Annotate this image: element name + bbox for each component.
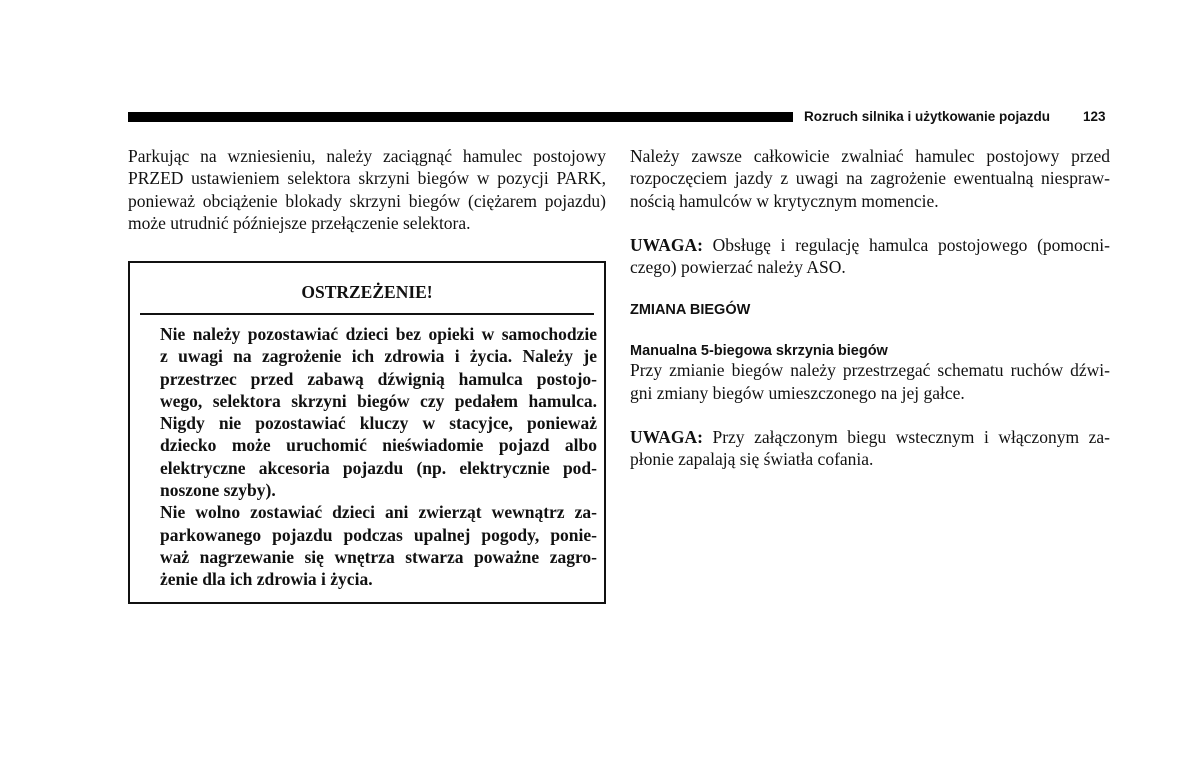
warning-divider <box>140 313 594 315</box>
warning-line: Nie wolno zostawiać dzieci ani zwierząt wewnątrz za- <box>160 502 597 523</box>
text-line: gni zmiany biegów umieszczonego na jej gałce. <box>630 382 965 403</box>
note-text: Przy załączonym biegu wstecznym i włączonym za- <box>712 427 1110 448</box>
text-line <box>630 234 1110 256</box>
warning-line: Nie należy pozostawiać dzieci bez opieki w samochodzie <box>160 324 597 344</box>
release-brake-paragraph <box>630 145 1110 212</box>
header-rule <box>128 112 793 122</box>
warning-line: elektryczne akcesoria pojazdu (np. elektrycznie pod- <box>160 457 597 478</box>
warning-line: żenie dla ich zdrowia i życia. <box>160 569 373 590</box>
warning-title: OSTRZEŻENIE! <box>301 282 433 302</box>
text-line: może utrudnić późniejsze przełączenie selektora. <box>128 212 471 233</box>
warning-line: dziecko może uruchomić nieświadomie pojazd albo <box>160 435 597 456</box>
note-text: Obsługę i regulację hamulca postojowego (pomocni- <box>712 234 1110 255</box>
left-column <box>128 145 606 234</box>
right-column <box>630 145 1110 471</box>
text-line <box>630 426 1110 448</box>
text-line: czego) powierzać należy ASO. <box>630 257 846 278</box>
text-line: PRZED ustawieniem selektora skrzyni biegów w pozycji PARK, <box>128 168 606 189</box>
subsection-heading: Manualna 5-biegowa skrzynia biegów <box>630 343 888 360</box>
warning-line: parkowanego pojazdu podczas upalnej pogody, ponie- <box>160 524 597 545</box>
note-label: UWAGA: <box>630 234 703 255</box>
note-parking-brake <box>630 234 1110 279</box>
note-reverse-lights <box>630 426 1110 471</box>
text-line: Należy zawsze całkowicie zwalniać hamulec postojowy przed <box>630 146 1110 166</box>
warning-line: z uwagi na zagrożenie ich zdrowia i życia. Należy je <box>160 346 597 367</box>
text-line: ponieważ obciążenie blokady skrzyni biegów (ciężarem pojazdu) <box>128 190 606 211</box>
note-label: UWAGA: <box>630 427 703 448</box>
text-line: Przy zmianie biegów należy przestrzegać schematu ruchów dźwi- <box>630 360 1110 381</box>
text-line: nością hamulców w krytycznym momencie. <box>630 190 939 211</box>
text-line: płonie zapalają się światła cofania. <box>630 449 874 470</box>
warning-line: Nigdy nie pozostawiać kluczy w stacyjce, ponieważ <box>160 413 597 434</box>
warning-line: noszone szyby). <box>160 480 276 501</box>
text-line: rozpoczęciem jazdy z uwagi na zagrożenie ewentualną niespraw- <box>630 168 1110 189</box>
warning-text <box>160 323 597 591</box>
warning-box <box>128 261 606 604</box>
warning-line: wego, selektora skrzyni biegów czy pedałem hamulca. <box>160 390 597 411</box>
section-heading: ZMIANA BIEGÓW <box>630 302 751 319</box>
warning-line: waż nagrzewanie się wnętrza stwarza poważne zagro- <box>160 546 597 567</box>
page-header-title: Rozruch silnika i użytkowanie pojazdu <box>804 109 1051 124</box>
page-number: 123 <box>1083 109 1106 124</box>
warning-line: przestrzec przed zabawą dźwignią hamulca postojo- <box>160 368 597 389</box>
gear-change-paragraph <box>630 359 1110 404</box>
parking-paragraph <box>128 145 606 234</box>
text-line: Parkując na wzniesieniu, należy zaciągnąć hamulec postojowy <box>128 146 606 166</box>
